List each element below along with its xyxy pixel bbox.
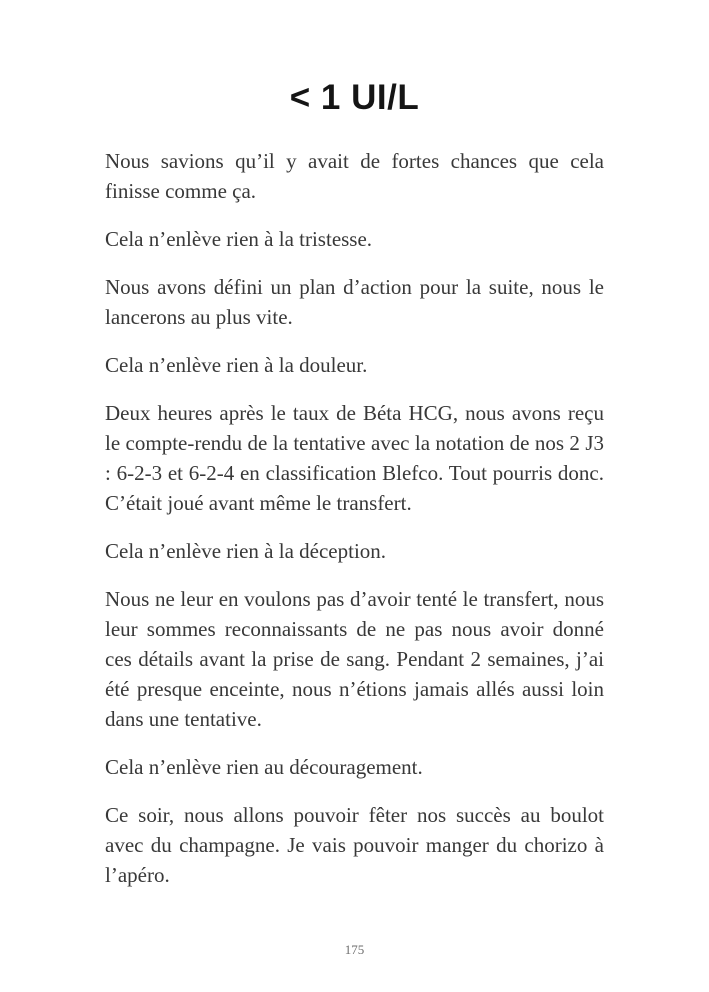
chapter-title: < 1 UI/L	[289, 78, 420, 117]
page-number: 175	[344, 942, 365, 957]
paragraph: Cela n’enlève rien à la déception.	[105, 539, 387, 563]
paragraph: Deux heures après le taux de Béta HCG, nous avons reçu le compte-rendu de la tentative avec la notation de nos 2 J3 : 6-2-3 et 6-2-4 en classification Blefco. Tout pourris donc. C’était joué avant même le transfert.	[105, 401, 604, 515]
paragraph: Ce soir, nous allons pouvoir fêter nos succès au boulot avec du champagne. Je vais pouvoir manger du chorizo à l’apéro.	[105, 803, 604, 887]
paragraph: Cela n’enlève rien à la tristesse.	[105, 227, 373, 251]
paragraph: Cela n’enlève rien au découragement.	[105, 755, 423, 779]
page-body	[0, 120, 709, 890]
paragraph: Nous savions qu’il y avait de fortes chances que cela finisse comme ça.	[105, 149, 604, 203]
paragraph: Nous avons défini un plan d’action pour la suite, nous le lancerons au plus vite.	[105, 275, 604, 329]
paragraph: Cela n’enlève rien à la douleur.	[105, 353, 368, 377]
paragraph: Nous ne leur en voulons pas d’avoir tenté le transfert, nous leur sommes reconnaissants de ne pas nous avoir donné ces détails avant la prise de sang. Pendant 2 semaines, j’ai été presque enceinte, nous n’étions jamais allés aussi loin dans une tentative.	[105, 587, 604, 731]
